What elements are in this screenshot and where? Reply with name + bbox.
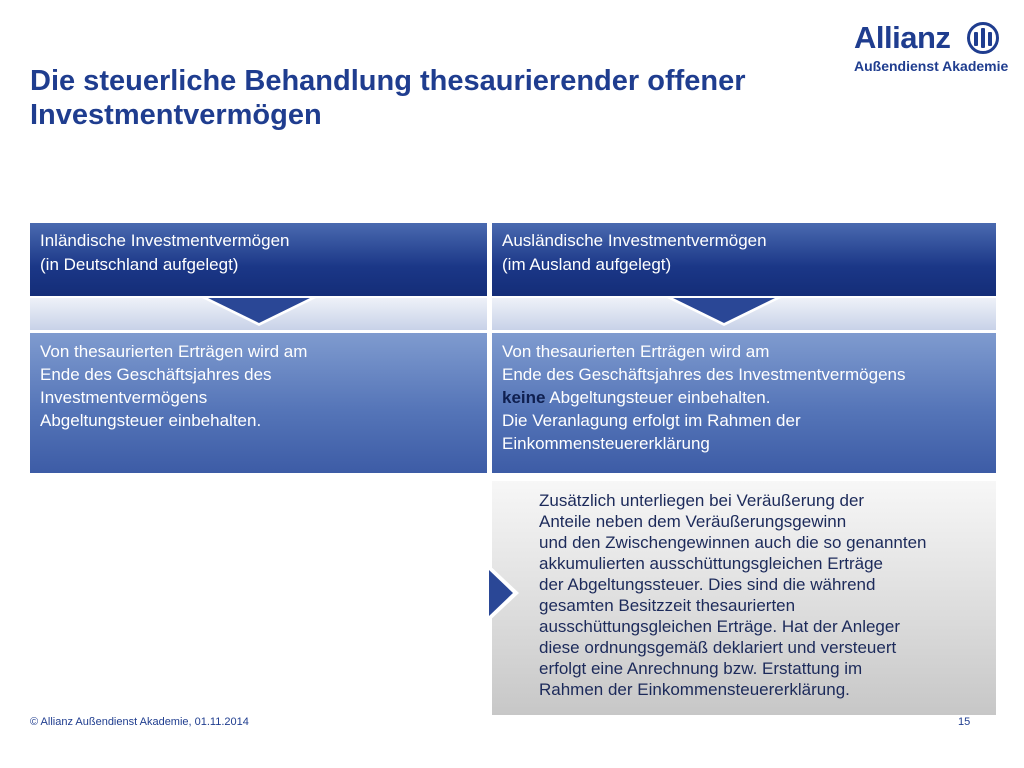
logo-subtitle: Außendienst Akademie — [854, 58, 1009, 74]
allianz-eagle-icon — [967, 22, 999, 54]
additional-note-box — [492, 481, 996, 715]
title-line-1: Die steuerliche Behandlung thesaurierender offener — [30, 65, 746, 97]
note-line: gesamten Besitzzeit thesaurierten — [539, 596, 796, 615]
left-body-line: Von thesaurierten Erträgen wird am — [40, 342, 308, 361]
right-pointing-chevron-icon — [487, 563, 521, 623]
left-body-line: Investmentvermögens — [40, 388, 208, 407]
note-line: Anteile neben dem Veräußerungsgewinn — [539, 512, 847, 531]
right-body-line-3 — [502, 386, 986, 409]
title-line-2: Investmentvermögen — [30, 99, 322, 131]
logo-wordmark: Allianz — [854, 20, 951, 55]
right-body-line-1: Von thesaurierten Erträgen wird am — [502, 342, 770, 361]
right-down-chevron-icon — [663, 296, 785, 326]
left-body-line: Ende des Geschäftsjahres des — [40, 365, 272, 384]
note-line: Rahmen der Einkommensteuererklärung. — [539, 680, 850, 699]
right-body — [492, 333, 996, 473]
right-header — [492, 223, 996, 296]
left-body-line: Abgeltungsteuer einbehalten. — [40, 411, 262, 430]
right-body-line-2: Ende des Geschäftsjahres des Investmentvermögens — [502, 365, 906, 384]
left-header — [30, 223, 487, 296]
left-header-line-2: (in Deutschland aufgelegt) — [40, 255, 239, 274]
right-header-line-1: Ausländische Investmentvermögen — [502, 231, 767, 250]
note-line: diese ordnungsgemäß deklariert und versteuert — [539, 638, 897, 657]
note-line: ausschüttungsgleichen Erträge. Hat der Anleger — [539, 617, 901, 636]
note-line: akkumulierten ausschüttungsgleichen Erträge — [539, 554, 883, 573]
note-line: erfolgt eine Anrechnung bzw. Erstattung im — [539, 659, 863, 678]
page-title — [30, 64, 830, 132]
note-line: und den Zwischengewinnen auch die so genannten — [539, 533, 927, 552]
note-line: der Abgeltungssteuer. Dies sind die während — [539, 575, 876, 594]
right-body-line-5: Einkommensteuererklärung — [502, 434, 710, 453]
note-line: Zusätzlich unterliegen bei Veräußerung der — [539, 491, 865, 510]
right-header-line-2: (im Ausland aufgelegt) — [502, 255, 672, 274]
left-body — [30, 333, 487, 473]
footer-copyright: © Allianz Außendienst Akademie, 01.11.2014 — [30, 716, 249, 728]
right-body-line-4: Die Veranlagung erfolgt im Rahmen der — [502, 411, 801, 430]
left-header-line-1: Inländische Investmentvermögen — [40, 231, 290, 250]
right-body-line-3-rest: Abgeltungsteuer einbehalten. — [545, 388, 771, 407]
page-number: 15 — [958, 716, 971, 728]
left-down-chevron-icon — [198, 296, 320, 326]
allianz-logo — [852, 20, 1009, 80]
keyword-keine: keine — [502, 388, 546, 407]
